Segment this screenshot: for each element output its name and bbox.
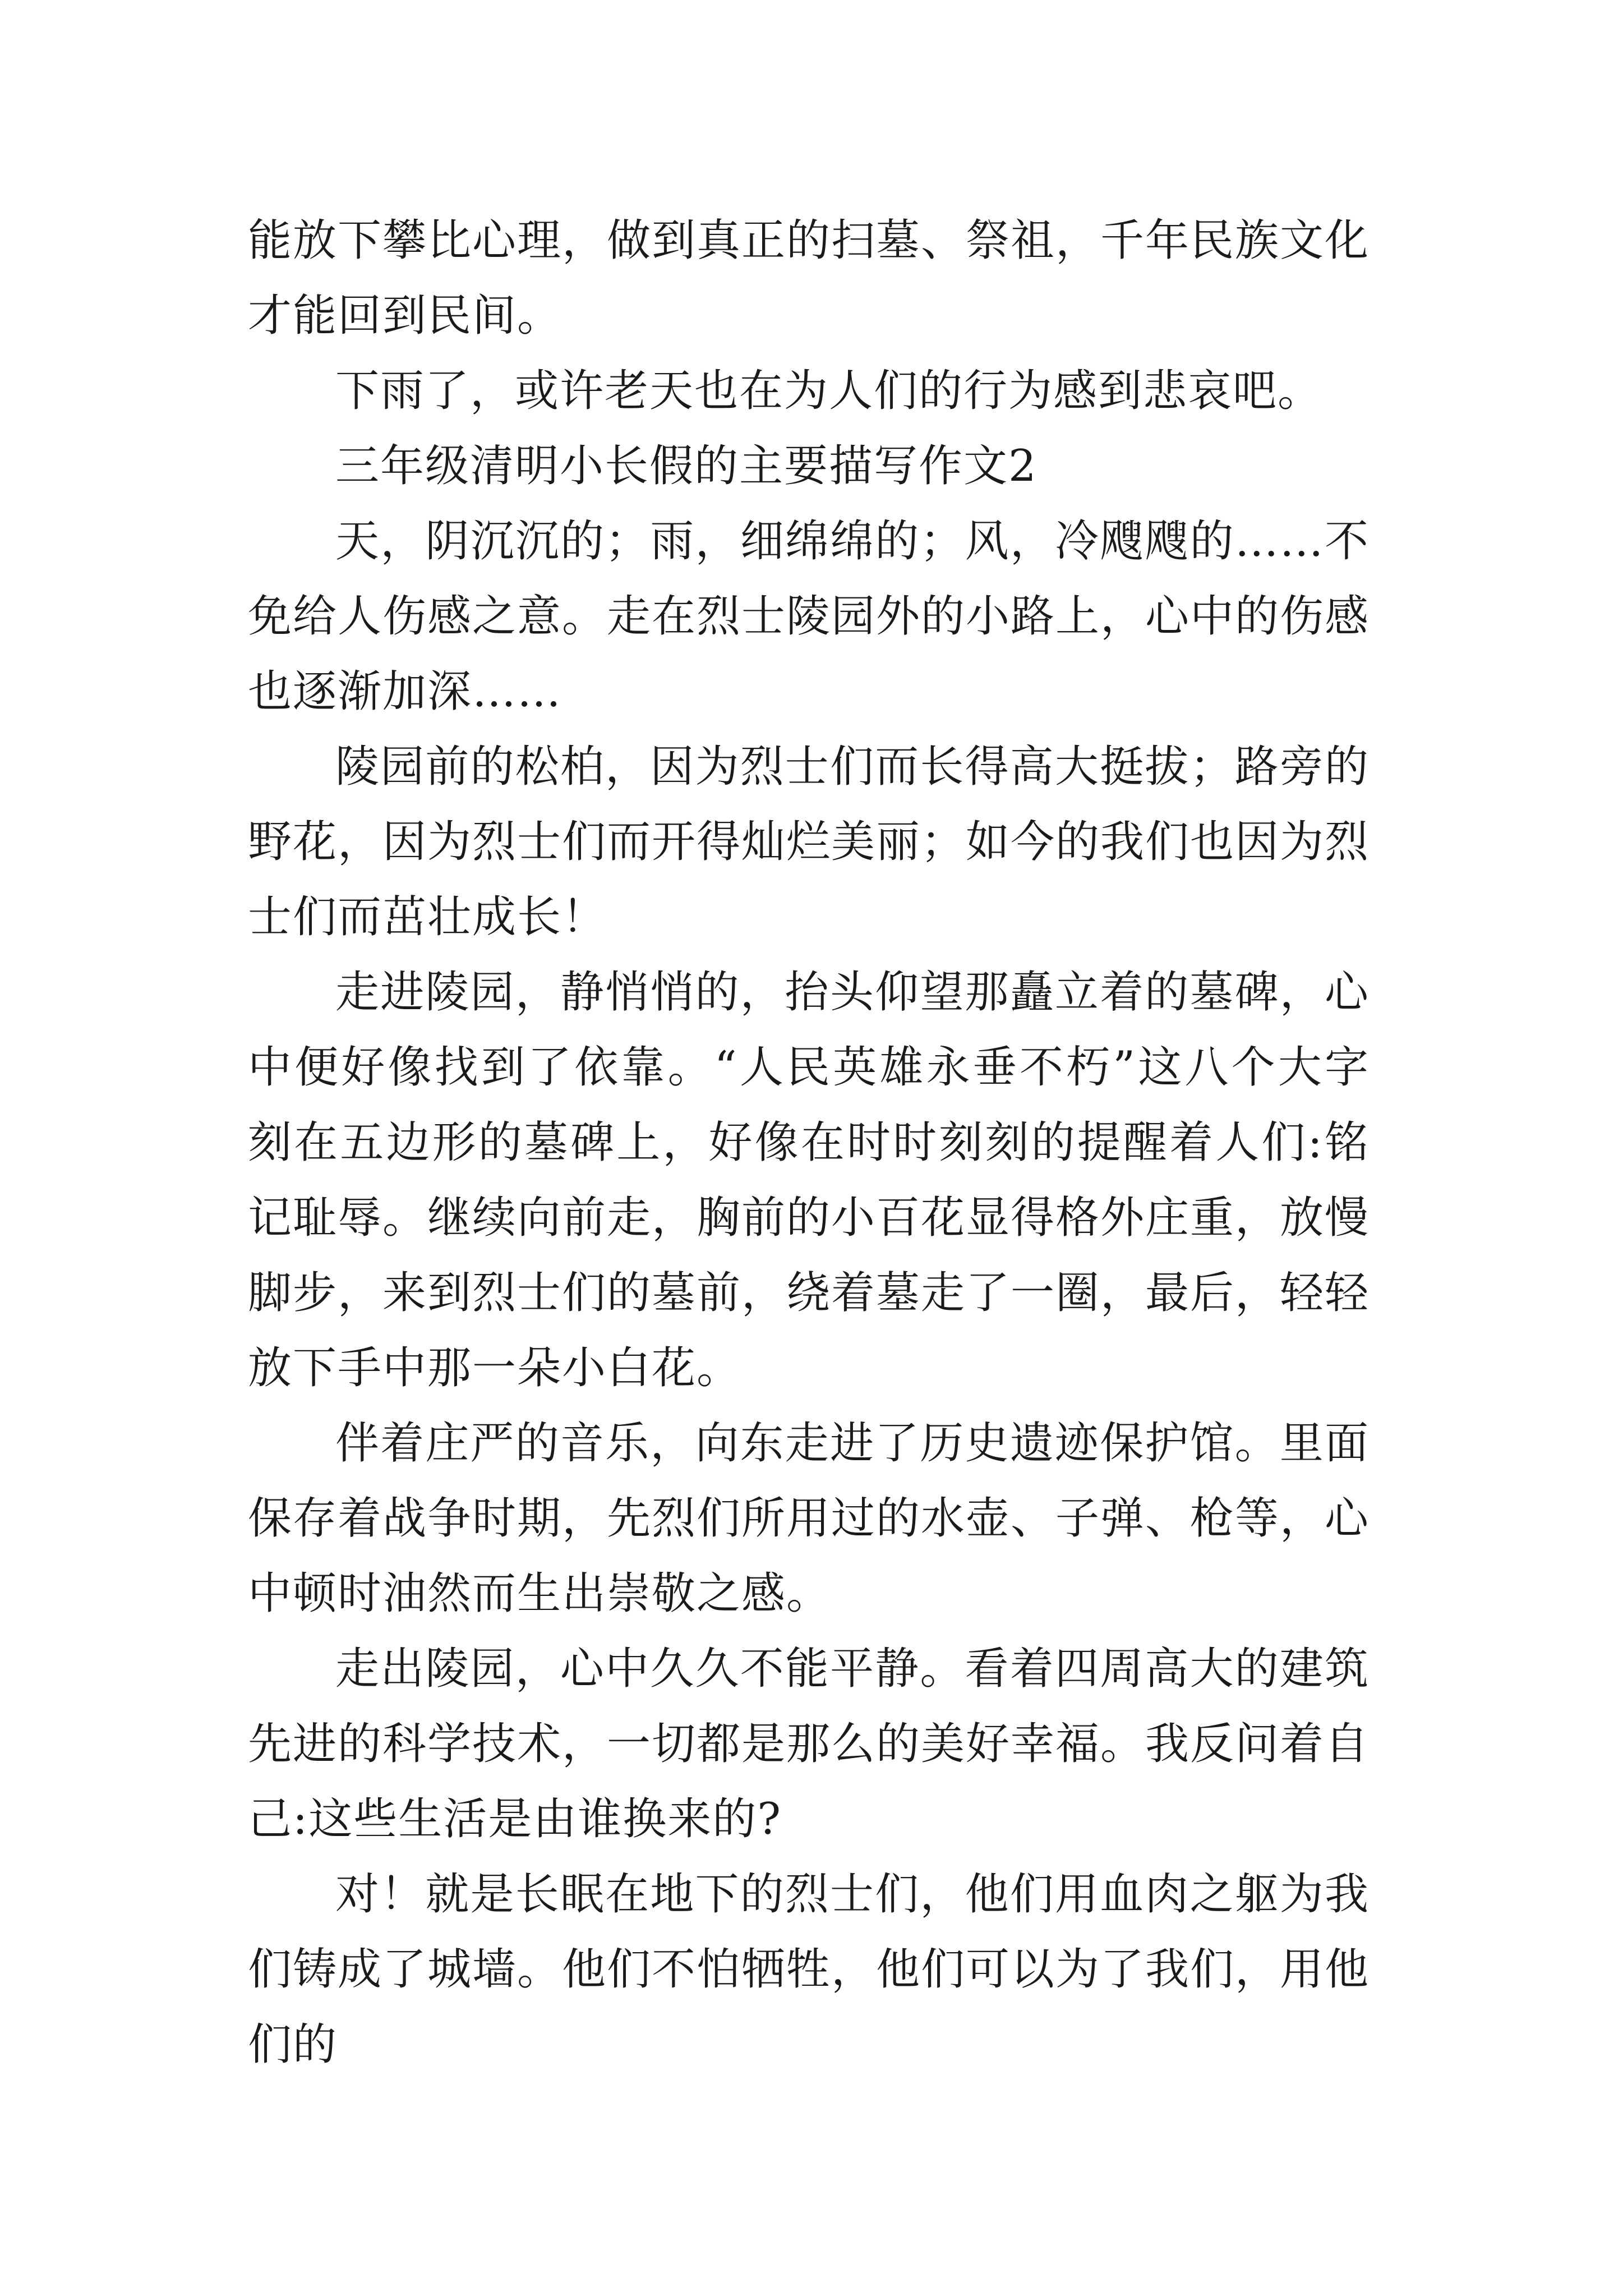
paragraph-2: 下雨了，或许老天也在为人们的行为感到悲哀吧。 [335, 366, 1323, 416]
paragraph-8: 对！就是长眠在地下的烈士们，他们用血肉之躯为我们铸成了城墙。他们不怕牺牲，他们可以为了我们，用他们的 [248, 1869, 1370, 2070]
paragraph-1: 能放下攀比心理，做到真正的扫墓、祭祖，千年民族文化才能回到民间。 [248, 215, 1370, 341]
paragraph-4: 陵园前的松柏，因为烈士们而长得高大挺拔；路旁的野花，因为烈士们而开得灿烂美丽；如今的我们也因为烈士们而茁壮成长！ [248, 742, 1370, 942]
paragraph-6: 伴着庄严的音乐，向东走进了历史遗迹保护馆。里面保存着战争时期，先烈们所用过的水壶、子弹、枪等，心中顿时油然而生出崇敬之感。 [248, 1418, 1370, 1619]
document-body [248, 203, 1370, 2082]
paragraph-3: 天，阴沉沉的；雨，细绵绵的；风，冷飕飕的……不免给人伤感之意。走在烈士陵园外的小路上，心中的伤感也逐渐加深…… [248, 516, 1370, 717]
paragraph-5: 走进陵园，静悄悄的，抬头仰望那矗立着的墓碑，心中便好像找到了依靠。“人民英雄永垂不朽”这八个大字刻在五边形的墓碑上，好像在时时刻刻的提醒着人们:铭记耻辱。继续向前走，胸前的小百花显得格外庄重，放慢脚步，来到烈士们的墓前，绕着墓走了一圈，最后，轻轻放下手中那一朵小白花。 [248, 967, 1370, 1393]
paragraph-7: 走出陵园，心中久久不能平静。看着四周高大的建筑先进的科学技术，一切都是那么的美好幸福。我反问着自己:这些生活是由谁换来的? [248, 1644, 1370, 1844]
essay-heading: 三年级清明小长假的主要描写作文2 [335, 441, 1038, 491]
